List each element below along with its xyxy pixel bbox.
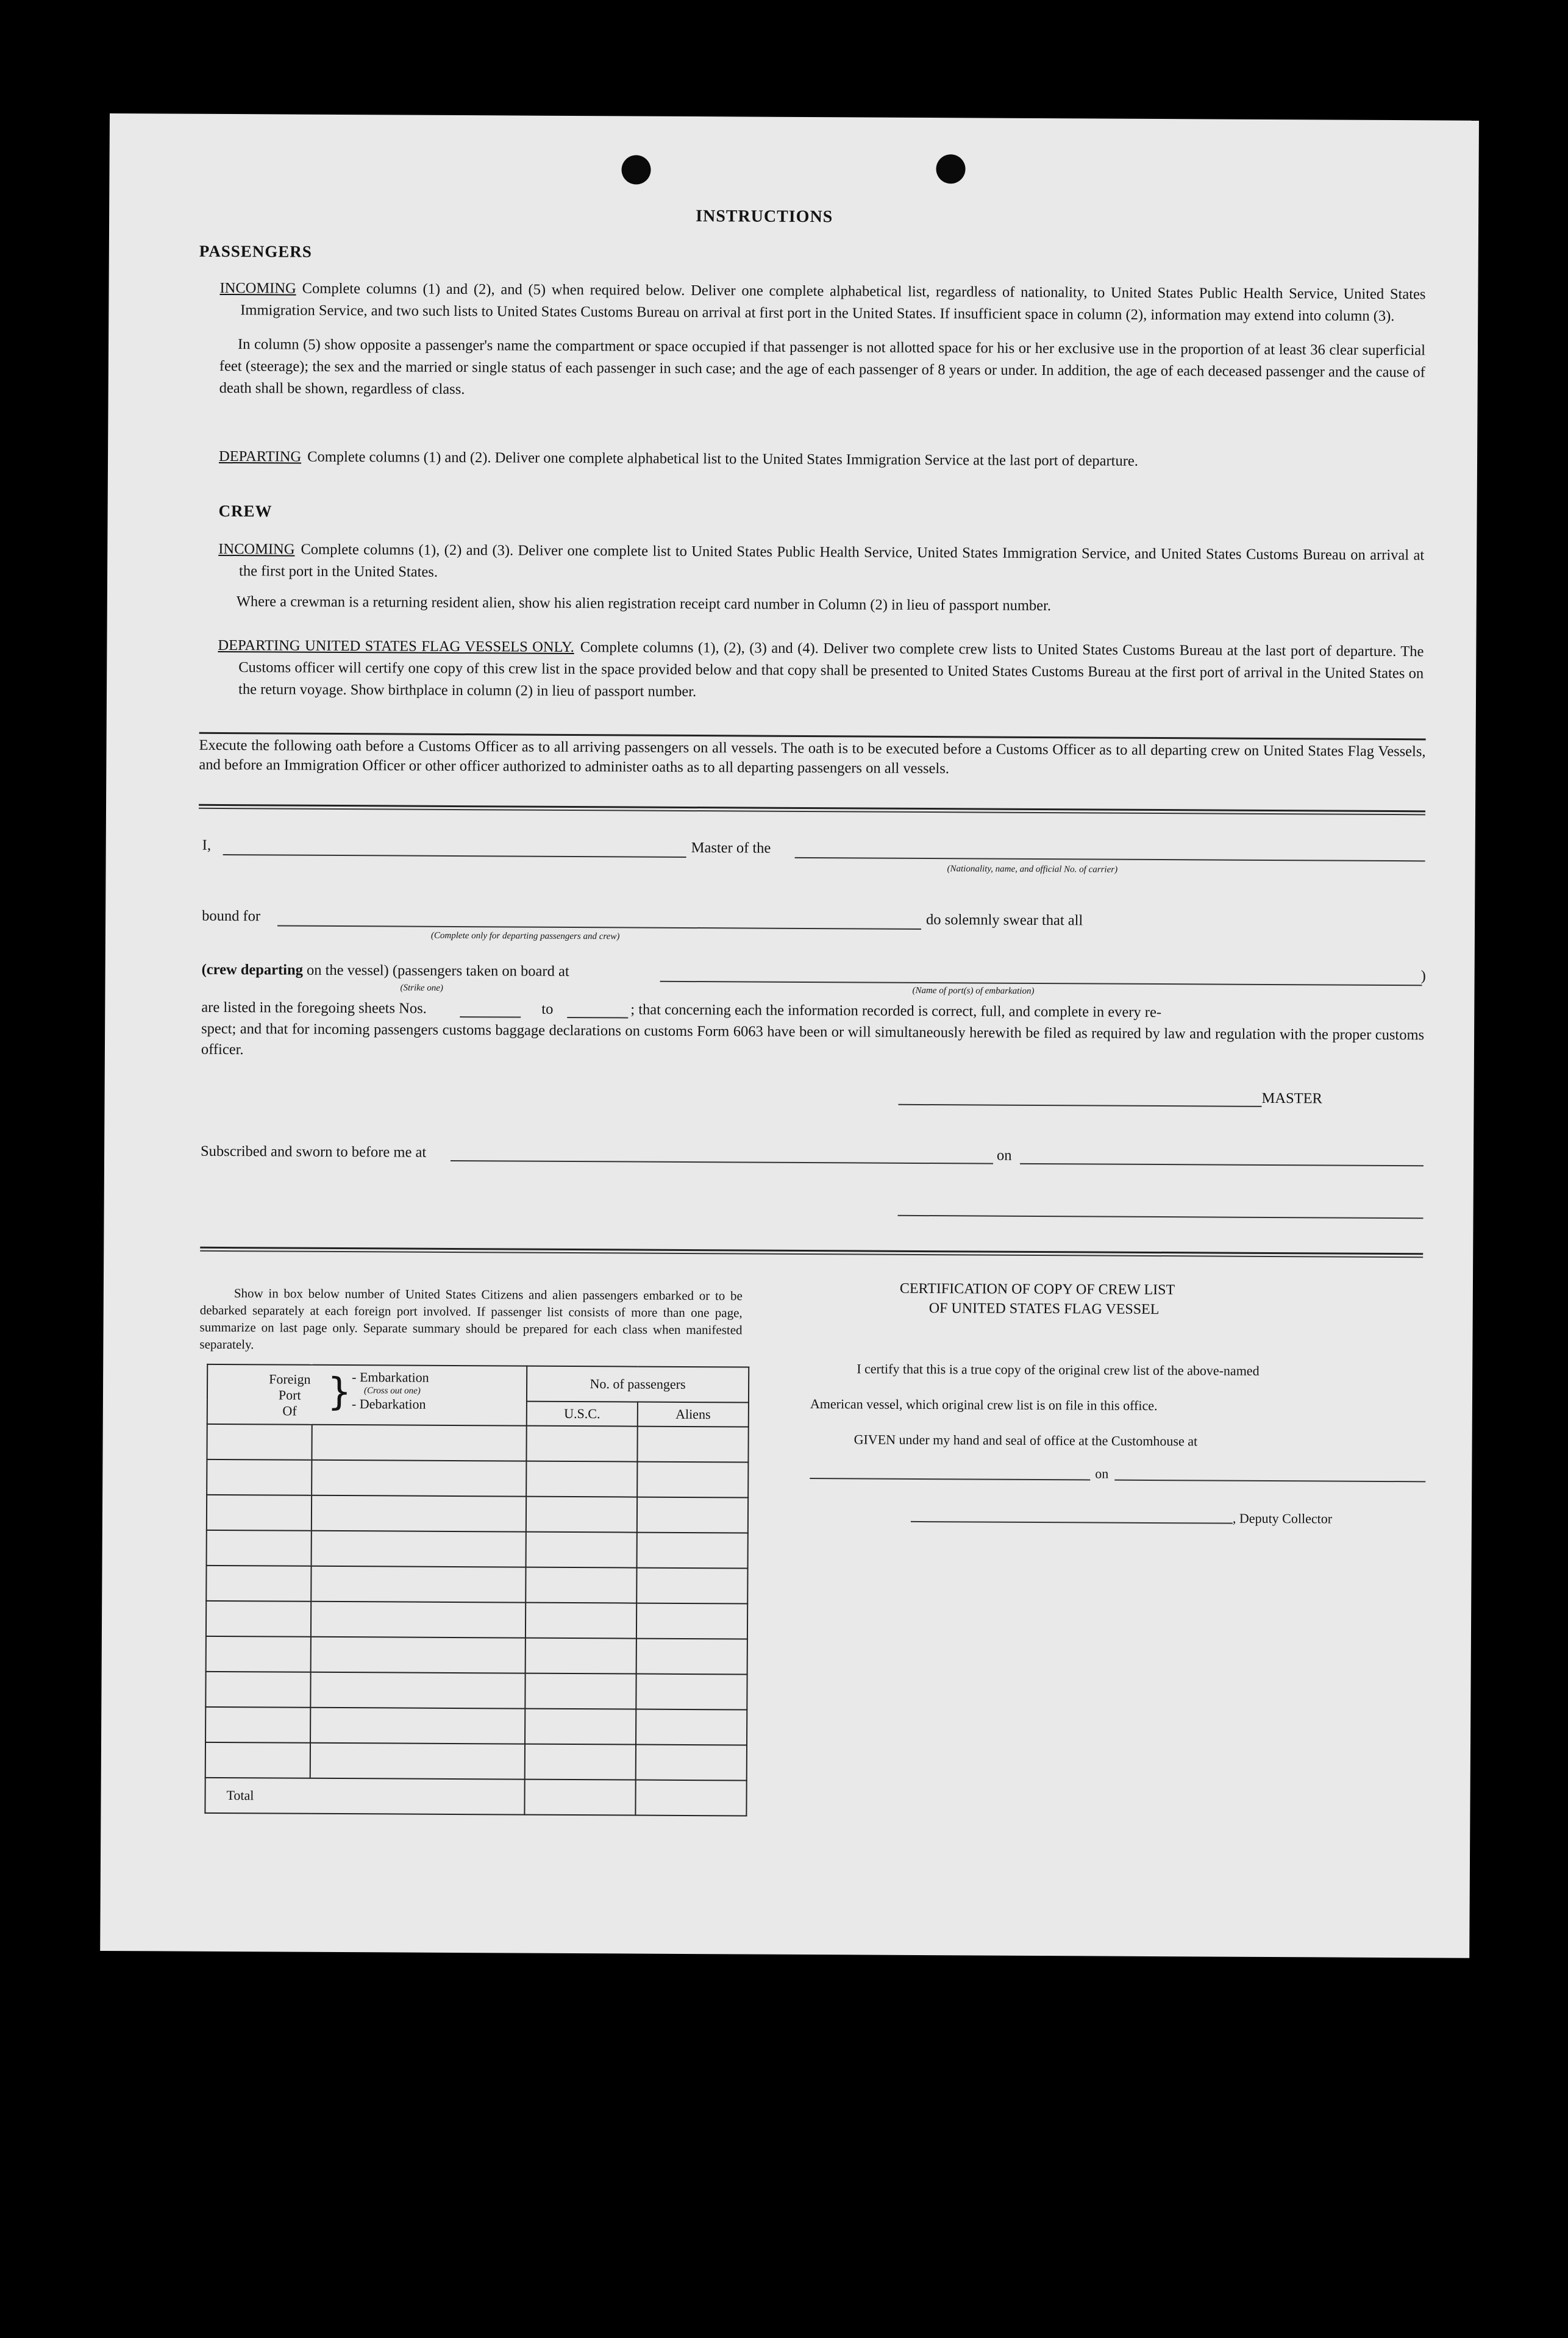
crew-incoming-text: Complete columns (1), (2) and (3). Deliver one complete list to United States Public Health Service, United States Immigration Service, and United States Customs Bureau on arrival at the first port in the United States. [239,541,1425,580]
table-row [207,1495,748,1533]
crew-passengers-line: (crew departing on the vessel) (passengers taken on board at [201,961,569,980]
port-blank [660,981,1422,986]
certification-line-1: I certify that this is a true copy of the original crew list of the above-named [857,1361,1260,1378]
crew-incoming-lead: INCOMING [218,540,295,558]
table-row [206,1601,747,1639]
cross-out-hint: (Cross out one) [363,1386,421,1396]
total-row [205,1778,746,1816]
certification-title-1: CERTIFICATION OF COPY OF CREW LIST [899,1280,1175,1299]
foreign-label: Foreign [269,1371,311,1387]
table-row [205,1672,747,1710]
bound-for-blank [277,925,921,930]
usc-header: U.S.C. [527,1402,638,1427]
carrier-blank [795,857,1425,861]
passengers-incoming-section [219,277,1426,405]
table-row [207,1530,748,1569]
of-label: Of [282,1403,297,1419]
oath-i-label: I, [202,836,212,854]
listed-text-a: are listed in the foregoing sheets Nos. [201,999,427,1017]
listed-text-c: spect; and that for incoming passengers customs baggage declarations on customs Form 6063 have been or will simultaneously herewith be filed as required by law and regulation with the proper customs officer. [201,1020,1425,1058]
port-hint: (Name of port(s) of embarkation) [912,985,1035,996]
crew-departing-section [218,635,1424,707]
passengers-incoming-text2: In column (5) show opposite a passenger's name the compartment or space occupied if that passenger is not allotted space for his or her exclusive use in the proportion of at least 36 clear superficial feet (steerage); the sex and the married or single status of each passenger in such case; and the age of each passenger of 8 years or under. In addition, the age of each deceased passenger and the cause of death shall be shown, regardless of class. [219,336,1426,398]
punch-hole-left [621,155,650,184]
crew-departing-lead: DEPARTING UNITED STATES FLAG VESSELS ONLY. [218,636,574,656]
officer-signature-line [898,1215,1424,1219]
passengers-heading: PASSENGERS [199,241,312,261]
passengers-incoming-lead: INCOMING [219,279,296,297]
name-blank [223,854,686,858]
bound-hint: (Complete only for departing passengers and crew) [430,930,620,942]
listed-to: to [541,1000,554,1018]
crew-incoming-section [218,538,1425,619]
aliens-header: Aliens [638,1402,749,1427]
table-row [205,1742,747,1781]
table-row [206,1566,747,1604]
certification-line-2: American vessel, which original crew list is on file in this office. [810,1396,1158,1414]
crew-heading: CREW [218,501,273,521]
certification-date-blank [1114,1480,1425,1483]
table-row [206,1636,747,1675]
nationality-hint: (Nationality, name, and official No. of carrier) [947,864,1118,875]
certification-on: on [1095,1466,1109,1481]
close-paren: ) [1420,968,1426,985]
no-passengers-header: No. of passengers [527,1366,749,1403]
passengers-incoming-text: Complete columns (1) and (2), and (5) when required below. Deliver one complete alphabetical list, regardless of nationality, to United States Public Health Service, United States Immigration Service, and two such lists to United States Customs Bureau on arrival at first port in the United States. If insufficient space in column (2), information may extend into column (3). [240,280,1426,325]
certification-line-3: GIVEN under my hand and seal of office at the Customhouse at [853,1431,1198,1449]
listed-text-b: ; that concerning each the information recorded is correct, full, and complete in every re- [630,1001,1162,1021]
customhouse-blank [810,1478,1090,1480]
page-title: INSTRUCTIONS [696,207,833,227]
master-of-the-label: Master of the [691,839,771,857]
deputy-signature-line [911,1521,1233,1524]
summary-intro: Show in box below number of United States Citizens and alien passengers embarked or to be debarked separately at each foreign port involved. If passenger list consists of more than one page, summarize on last page only. Separate summary should be prepared for each class when manifested separately. [199,1286,743,1352]
passengers-departing-section [219,446,1425,474]
subscribed-on: on [997,1147,1012,1164]
sheet-from-blank [460,1016,521,1018]
punch-hole-right [936,154,965,184]
subscribed-date-blank [1020,1163,1424,1166]
passengers-departing-lead: DEPARTING [218,447,302,465]
table-row [205,1707,747,1745]
total-label: Total [205,1778,524,1815]
certification-title-2: OF UNITED STATES FLAG VESSEL [928,1300,1160,1318]
debarkation-label: - Debarkation [351,1396,426,1412]
port-label: Port [278,1387,301,1403]
passenger-summary-table [204,1364,749,1817]
table-row [207,1459,748,1498]
bleed-through-mark: ​ [919,1744,990,1758]
foreign-port-header [207,1364,527,1426]
bound-for-label: bound for [202,907,261,925]
oath-intro: Execute the following oath before a Customs Officer as to all arriving passengers on all vessels. The oath is to be executed before a Customs Officer as to all departing crew on United States Flag Vessels, and before an Immigration Officer or other officer authorized to administer oaths as to all departing passengers on all vessels. [199,736,1426,777]
deputy-collector-label: , Deputy Collector [1232,1510,1333,1527]
master-signature-line [898,1104,1261,1107]
sheet-to-blank [567,1017,628,1019]
master-label: MASTER [1261,1089,1323,1107]
brace-icon: } [327,1369,352,1414]
crew-incoming-text2: Where a crewman is a returning resident alien, show his alien registration receipt card number in Column (2) in lieu of passport number. [236,593,1052,615]
strike-hint: (Strike one) [400,983,443,993]
passengers-departing-text: Complete columns (1) and (2). Deliver one complete alphabetical list to the United States Immigration Service at the last port of departure. [307,448,1138,469]
swear-text: do solemnly swear that all [926,911,1083,929]
crew-departing-text: Complete columns (1), (2), (3) and (4). Deliver two complete crew lists to United States Customs Bureau at the last port of departure. The Customs officer will certify one copy of this crew list in the space provided below and that copy shall be presented to United States Customs Bureau at the first port of arrival in the United States on the return voyage. Show birthplace in column (2) in lieu of passport number. [238,639,1424,700]
embarkation-label: - Embarkation [352,1369,429,1385]
subscribed-label: Subscribed and sworn to before me at [201,1142,427,1161]
subscribed-place-blank [451,1160,993,1164]
table-row [207,1424,748,1463]
form-page [100,113,1479,1958]
